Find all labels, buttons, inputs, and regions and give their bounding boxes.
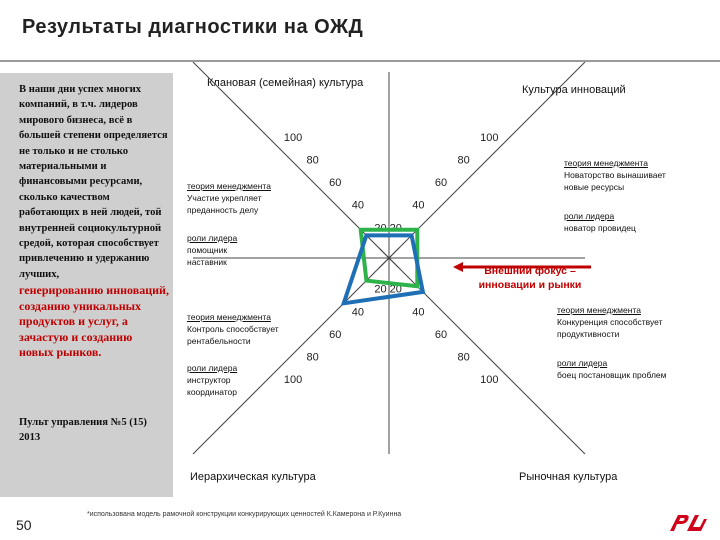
- rzd-logo-icon: [668, 511, 708, 535]
- hierarchy-theory-text: Контроль способствует рентабельности: [187, 324, 279, 346]
- axis-tick-label: 80: [306, 154, 319, 167]
- axis-tick-label: 60: [434, 177, 448, 190]
- axis-tick-label: 20: [374, 283, 387, 296]
- hierarchy-theory-title: теория менеджмента: [187, 312, 271, 322]
- innovation-leader-title: роли лидера: [564, 211, 615, 221]
- axis-tick-label: 20: [389, 283, 402, 296]
- innovation-theory-title: теория менеджмента: [564, 158, 648, 168]
- axis-tick-label: 100: [480, 374, 499, 387]
- hierarchy-leader-note: [187, 362, 267, 398]
- footnote: *использована модель рамочной конструкции конкурирующих ценностей К.Камерона и Р.Куинна: [87, 511, 402, 518]
- axis-tick-label: 40: [351, 199, 364, 212]
- axis-tick-label: 80: [457, 351, 470, 364]
- clan-leader-title: роли лидера: [187, 233, 238, 243]
- axis-tick-label: 60: [329, 177, 342, 190]
- axis-tick-label: 60: [434, 328, 448, 341]
- axis-tick-label: 20: [374, 222, 387, 235]
- page-title: Результаты диагностики на ОЖД: [22, 16, 364, 38]
- market-theory-title: теория менеджмента: [557, 305, 641, 315]
- axis-tick-label: 60: [329, 328, 342, 341]
- market-leader-title: роли лидера: [557, 358, 608, 368]
- axis-tick-label: 40: [412, 306, 425, 319]
- quadrant-hierarchy-label: Иерархическая культура: [190, 471, 316, 483]
- axis-tick-label: 100: [283, 374, 303, 387]
- clan-theory-note: [187, 180, 302, 216]
- sidebar-text: [19, 82, 169, 360]
- sidebar-reference: Пульт управления №5 (15) 2013: [19, 417, 147, 444]
- innovation-theory-note: [564, 157, 688, 193]
- culture-radar-chart: [173, 62, 720, 502]
- axis-tick-label: 40: [351, 306, 364, 319]
- hierarchy-leader-text: инструктор координатор: [187, 375, 237, 397]
- innovation-leader-text: новатор провидец: [564, 223, 636, 233]
- innovation-leader-note: [564, 210, 644, 234]
- quadrant-innovation-label: Культура инноваций: [522, 84, 626, 96]
- clan-leader-text: помощник наставник: [187, 245, 228, 267]
- market-theory-text: Конкуренция способствует продуктивности: [557, 317, 663, 339]
- sidebar-emphasis: генерированию инноваций, созданию уникальных продуктов и услуг, а зачастую и созданию новых рынков.: [19, 283, 169, 359]
- clan-theory-text: Участие укрепляет преданность делу: [187, 193, 262, 215]
- external-focus-arrow-head: [453, 262, 463, 272]
- hierarchy-leader-title: роли лидера: [187, 363, 238, 373]
- external-focus-label: Внешний фокус – инновации и рынки: [478, 265, 582, 291]
- quadrant-clan-label: Клановая (семейная) культура: [207, 77, 364, 89]
- market-leader-note: [557, 357, 687, 381]
- axis-tick-label: 80: [306, 351, 319, 364]
- market-leader-text: боец постановщик проблем: [557, 370, 667, 380]
- market-theory-note: [557, 304, 697, 340]
- axis-tick-label: 20: [389, 222, 402, 235]
- hierarchy-theory-note: [187, 311, 307, 347]
- clan-leader-note: [187, 232, 267, 268]
- clan-theory-title: теория менеджмента: [187, 181, 271, 191]
- innovation-theory-text: Новаторство вынашивает новые ресурсы: [564, 170, 666, 192]
- page-number: 50: [16, 517, 32, 533]
- sidebar-body: В наши дни успех многих компаний, в т.ч. лидеров мирового бизнеса, всё в большей степени определяется не только и не столько материальными и финансовыми ресурсами, сколько качеством работающих в ней людей, той внутренней социокультурной средой, которая способствует привлечению и удержанию лучших,: [19, 84, 168, 280]
- quadrant-market-label: Рыночная культура: [519, 471, 618, 483]
- axis-tick-label: 40: [412, 199, 425, 212]
- axis-tick-label: 80: [457, 154, 470, 167]
- axis-tick-label: 100: [283, 131, 303, 144]
- axis-tick-labels: [284, 132, 499, 386]
- axis-tick-label: 100: [480, 131, 499, 144]
